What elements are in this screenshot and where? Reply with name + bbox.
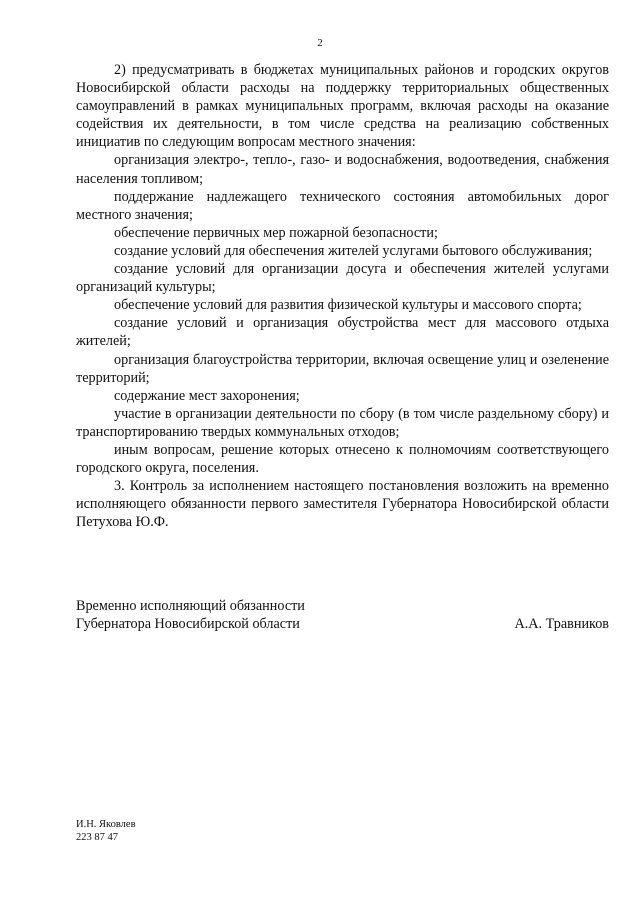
paragraph-item-2: 2) предусматривать в бюджетах муниципальных районов и городских округов Новосибирской области расходы на поддержку территориальных общественных самоуправлений в рамках муниципальных программ, включая расходы на оказание содействия их деятельности, в том числе средства на реализацию собственных инициатив по следующим вопросам местного значения: [76, 62, 609, 151]
list-item-roads: поддержание надлежащего технического состояния автомобильных дорог местного значения; [76, 188, 609, 223]
list-item-landscaping: организация благоустройства территории, включая освещение улиц и озеленение территорий; [76, 351, 609, 386]
list-item-cemeteries: содержание мест захоронения; [114, 387, 300, 404]
list-item-recreation: создание условий и организация обустройства мест для массового отдыха жителей; [76, 315, 609, 350]
list-item-utilities: организация электро-, тепло-, газо- и водоснабжения, водоотведения, снабжения населения топливом; [76, 152, 609, 187]
signer-position-line2: Губернатора Новосибирской области [76, 616, 300, 633]
paragraph-item-3: 3. Контроль за исполнением настоящего постановления возложить на временно исполняющего обязанности первого заместителя Губернатора Новосибирской области Петухова Ю.Ф. [76, 478, 609, 531]
executor-phone: 223 87 47 [76, 832, 118, 843]
list-item-waste: участие в организации деятельности по сбору (в том числе раздельному сбору) и транспортированию твердых коммунальных отходов; [76, 405, 609, 440]
executor-info [76, 818, 136, 844]
signature-block [76, 597, 609, 633]
list-item-fire-safety: обеспечение первичных мер пожарной безопасности; [114, 224, 438, 241]
list-item-other: иным вопросам, решение которых отнесено к полномочиям соответствующего городского округа, поселения. [76, 441, 609, 477]
signer-name: А.А. Травников [514, 616, 609, 633]
page-number: 2 [317, 37, 323, 49]
list-item-sport: обеспечение условий для развития физической культуры и массового спорта; [114, 297, 582, 314]
list-item-household-services: создание условий для обеспечения жителей услугами бытового обслуживания; [114, 242, 593, 259]
executor-name: И.Н. Яковлев [76, 819, 136, 830]
list-item-culture: создание условий для организации досуга и обеспечения жителей услугами организаций культуры; [76, 261, 609, 296]
document-body [76, 61, 609, 531]
signer-position-line1: Временно исполняющий обязанности [76, 598, 305, 614]
